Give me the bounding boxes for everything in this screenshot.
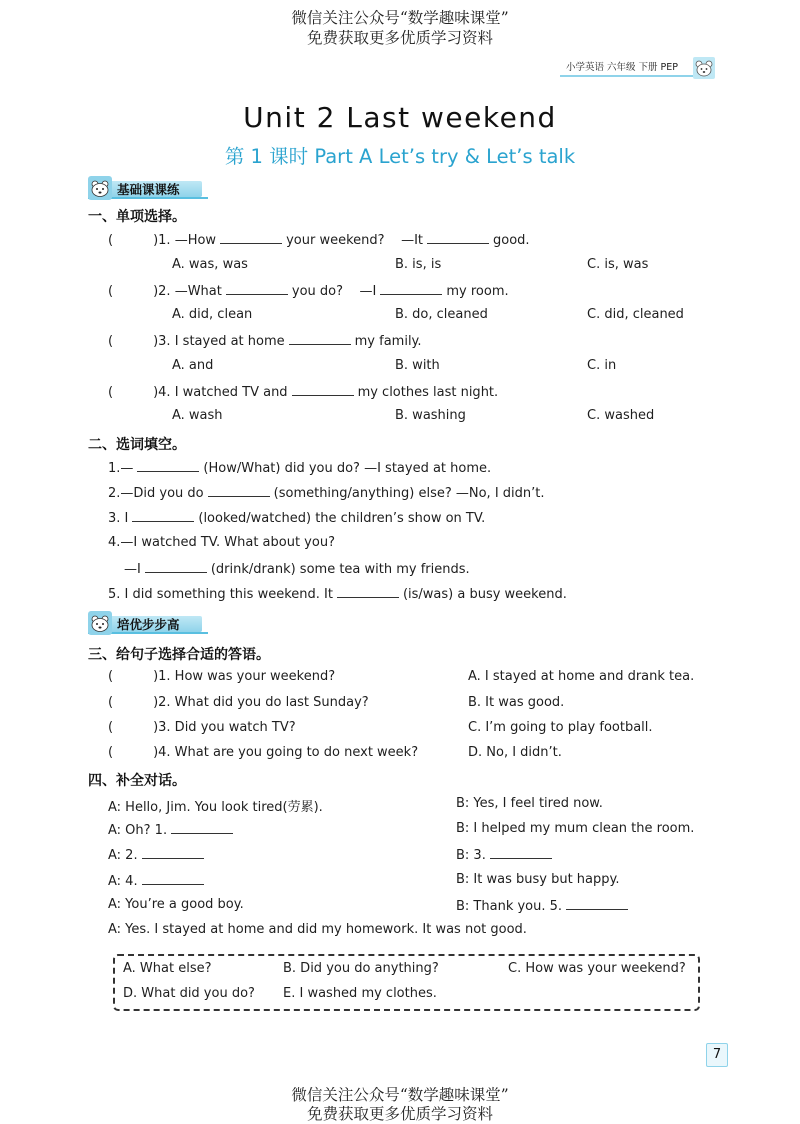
question-1: ( )1. —How your weekend? —It good. bbox=[108, 233, 530, 248]
dialogue-b-2: B: I helped my mum clean the room. bbox=[456, 821, 695, 836]
box-option-e: E. I washed my clothes. bbox=[283, 986, 437, 1001]
fill-line-5: 5. I did something this weekend. It (is/was) a busy weekend. bbox=[108, 587, 567, 602]
fill-line-3: 3. I (looked/watched) the children’s show on TV. bbox=[108, 511, 486, 526]
watermark-line1-bottom: 微信关注公众号“数学趣味课堂” bbox=[291, 1086, 509, 1104]
option-a: A. wash bbox=[172, 408, 223, 423]
match-answer-a: A. I stayed at home and drank tea. bbox=[468, 669, 695, 684]
question-3: ( )3. I stayed at home my family. bbox=[108, 334, 422, 349]
answer-blank[interactable] bbox=[289, 332, 351, 345]
answer-blank[interactable] bbox=[145, 560, 207, 573]
box-option-c: C. How was your weekend? bbox=[508, 961, 686, 976]
match-question-3: ( )3. Did you watch TV? bbox=[108, 720, 296, 735]
section4-heading: 四、补全对话。 bbox=[88, 773, 186, 789]
option-b: B. do, cleaned bbox=[395, 307, 488, 322]
section3-heading: 三、给句子选择合适的答语。 bbox=[88, 647, 270, 663]
dialogue-b-4: B: It was busy but happy. bbox=[456, 872, 620, 887]
answer-blank[interactable] bbox=[142, 872, 204, 885]
banner-basic bbox=[88, 176, 208, 200]
match-answer-d: D. No, I didn’t. bbox=[468, 745, 562, 760]
dialogue-b-1: B: Yes, I feel tired now. bbox=[456, 796, 603, 811]
answer-blank[interactable] bbox=[171, 821, 233, 834]
banner-basic-label: 基础课课练 bbox=[117, 182, 180, 197]
option-b: B. is, is bbox=[395, 257, 442, 272]
fill-line-4: 4.—I watched TV. What about you? bbox=[108, 535, 335, 550]
answer-blank[interactable] bbox=[490, 846, 552, 859]
series-text: 小学英语 六年级 下册 PEP bbox=[566, 62, 679, 73]
dialogue-a-6: A: Yes. I stayed at home and did my homework. It was not good. bbox=[108, 922, 527, 937]
dialogue-a-2: A: Oh? 1. bbox=[108, 821, 237, 838]
banner-advanced-label: 培优步步高 bbox=[117, 617, 180, 632]
answer-blank[interactable] bbox=[292, 383, 354, 396]
answer-blank[interactable] bbox=[427, 231, 489, 244]
box-option-a: A. What else? bbox=[123, 961, 212, 976]
watermark-line2: 免费获取更多优质学习资料 bbox=[306, 29, 493, 47]
dialogue-a-3: A: 2. bbox=[108, 846, 208, 863]
option-b: B. with bbox=[395, 358, 440, 373]
option-c: C. washed bbox=[587, 408, 655, 423]
answer-blank[interactable] bbox=[380, 282, 442, 295]
fill-line-2: 2.—Did you do (something/anything) else? —No, I didn’t. bbox=[108, 486, 545, 501]
answer-blank[interactable] bbox=[226, 282, 288, 295]
dialogue-b-3: B: 3. bbox=[456, 846, 556, 863]
option-c: C. in bbox=[587, 358, 617, 373]
lesson-subtitle: 第 1 课时 Part A Let’s try & Let’s talk bbox=[224, 145, 576, 168]
option-a: A. was, was bbox=[172, 257, 248, 272]
dialogue-b-5: B: Thank you. 5. bbox=[456, 897, 632, 914]
dialogue-a-1: A: Hello, Jim. You look tired(劳累). bbox=[108, 800, 323, 815]
dialogue-a-4: A: 4. bbox=[108, 872, 208, 889]
series-badge bbox=[560, 57, 718, 81]
answer-blank[interactable] bbox=[132, 509, 194, 522]
dialogue-a-5: A: You’re a good boy. bbox=[108, 897, 244, 912]
option-c: C. did, cleaned bbox=[587, 307, 684, 322]
polar-bear-icon bbox=[693, 57, 715, 79]
match-answer-b: B. It was good. bbox=[468, 695, 565, 710]
answer-blank[interactable] bbox=[208, 484, 270, 497]
banner-advanced bbox=[88, 611, 208, 635]
polar-bear-icon bbox=[88, 176, 112, 200]
answer-blank[interactable] bbox=[566, 897, 628, 910]
option-a: A. did, clean bbox=[172, 307, 253, 322]
match-question-2: ( )2. What did you do last Sunday? bbox=[108, 695, 369, 710]
question-4: ( )4. I watched TV and my clothes last night. bbox=[108, 385, 499, 400]
page-title: Unit 2 Last weekend bbox=[243, 101, 557, 134]
answer-blank[interactable] bbox=[137, 459, 199, 472]
match-question-4: ( )4. What are you going to do next week? bbox=[108, 745, 419, 760]
match-question-1: ( )1. How was your weekend? bbox=[108, 669, 336, 684]
watermark-line1: 微信关注公众号“数学趣味课堂” bbox=[291, 9, 509, 27]
watermark-line2-bottom: 免费获取更多优质学习资料 bbox=[306, 1105, 493, 1123]
polar-bear-icon bbox=[88, 611, 112, 635]
option-a: A. and bbox=[172, 358, 214, 373]
question-2: ( )2. —What you do? —I my room. bbox=[108, 284, 509, 299]
match-answer-c: C. I’m going to play football. bbox=[468, 720, 653, 735]
box-option-d: D. What did you do? bbox=[123, 986, 255, 1001]
answer-blank[interactable] bbox=[142, 846, 204, 859]
page-number: 7 bbox=[706, 1043, 728, 1067]
fill-line-1: 1.— (How/What) did you do? —I stayed at home. bbox=[108, 461, 492, 476]
section1-heading: 一、单项选择。 bbox=[88, 209, 186, 225]
answer-blank[interactable] bbox=[220, 231, 282, 244]
section2-heading: 二、选词填空。 bbox=[88, 437, 186, 453]
option-c: C. is, was bbox=[587, 257, 649, 272]
box-option-b: B. Did you do anything? bbox=[283, 961, 439, 976]
option-b: B. washing bbox=[395, 408, 466, 423]
answer-blank[interactable] bbox=[337, 585, 399, 598]
fill-line-4b: —I (drink/drank) some tea with my friends. bbox=[124, 562, 470, 577]
